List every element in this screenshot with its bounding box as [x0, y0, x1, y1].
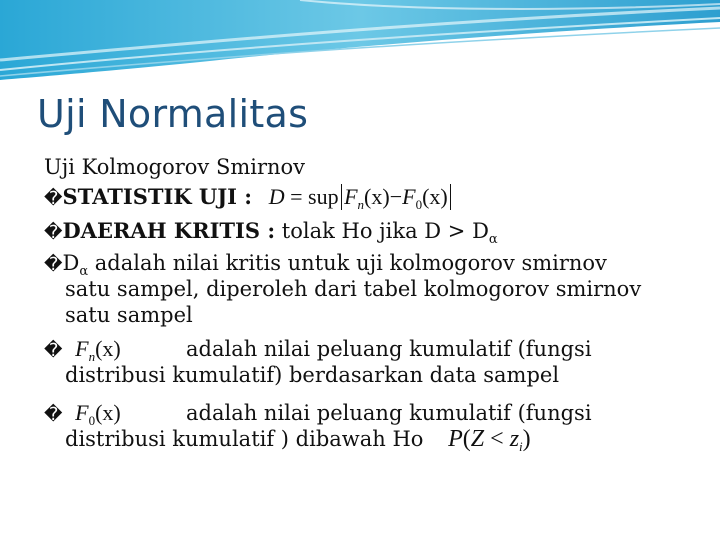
bullet-icon: � — [44, 340, 63, 361]
probability-formula: $P(Z < z_i)$ — [448, 426, 531, 454]
fn-desc-2: distribusi kumulatif) berdasarkan data sampel — [65, 363, 560, 387]
statistic-line — [44, 184, 453, 218]
bullet-icon: � — [44, 188, 63, 209]
d-alpha-line-3: satu sampel — [65, 303, 193, 327]
statistic-formula: D = sup $F_n(x)-F_0(x)$ — [269, 184, 454, 209]
fn-desc-1: adalah nilai peluang kumulatif (fungsi — [186, 337, 592, 361]
header-wave-decoration — [0, 0, 720, 85]
d-alpha-line-1: $�D_\alpha$ adalah nilai kritis untuk uji kolmogorov smirnov — [44, 251, 607, 279]
slide-title: Uji Normalitas — [37, 92, 309, 136]
d-alpha-line-2: satu sampel, diperoleh dari tabel kolmogorov smirnov — [65, 277, 642, 301]
bullet-icon: � — [44, 254, 63, 275]
f0-desc-1: adalah nilai peluang kumulatif (fungsi — [186, 401, 592, 425]
abs-bar-right — [450, 184, 452, 210]
critical-region-line: �DAERAH KRITIS : tolak Ho jika $D > D_\alpha$ — [44, 218, 498, 247]
bullet-icon: � — [44, 404, 63, 425]
subtitle: Uji Kolmogorov Smirnov — [44, 155, 306, 179]
critical-text: tolak Ho jika D > D — [281, 219, 489, 243]
f0-desc-2: distribusi kumulatif ) dibawah Ho $P(Z < z_i)$ — [65, 426, 531, 454]
critical-label: DAERAH KRITIS : — [62, 218, 276, 243]
abs-bar-left — [341, 184, 343, 210]
bullet-icon: � — [44, 222, 63, 243]
fn-formula: $F_n(x)$ — [75, 336, 121, 364]
statistic-label: STATISTIK UJI : — [62, 184, 253, 209]
f0-formula: $F_0(x)$ — [75, 400, 121, 428]
